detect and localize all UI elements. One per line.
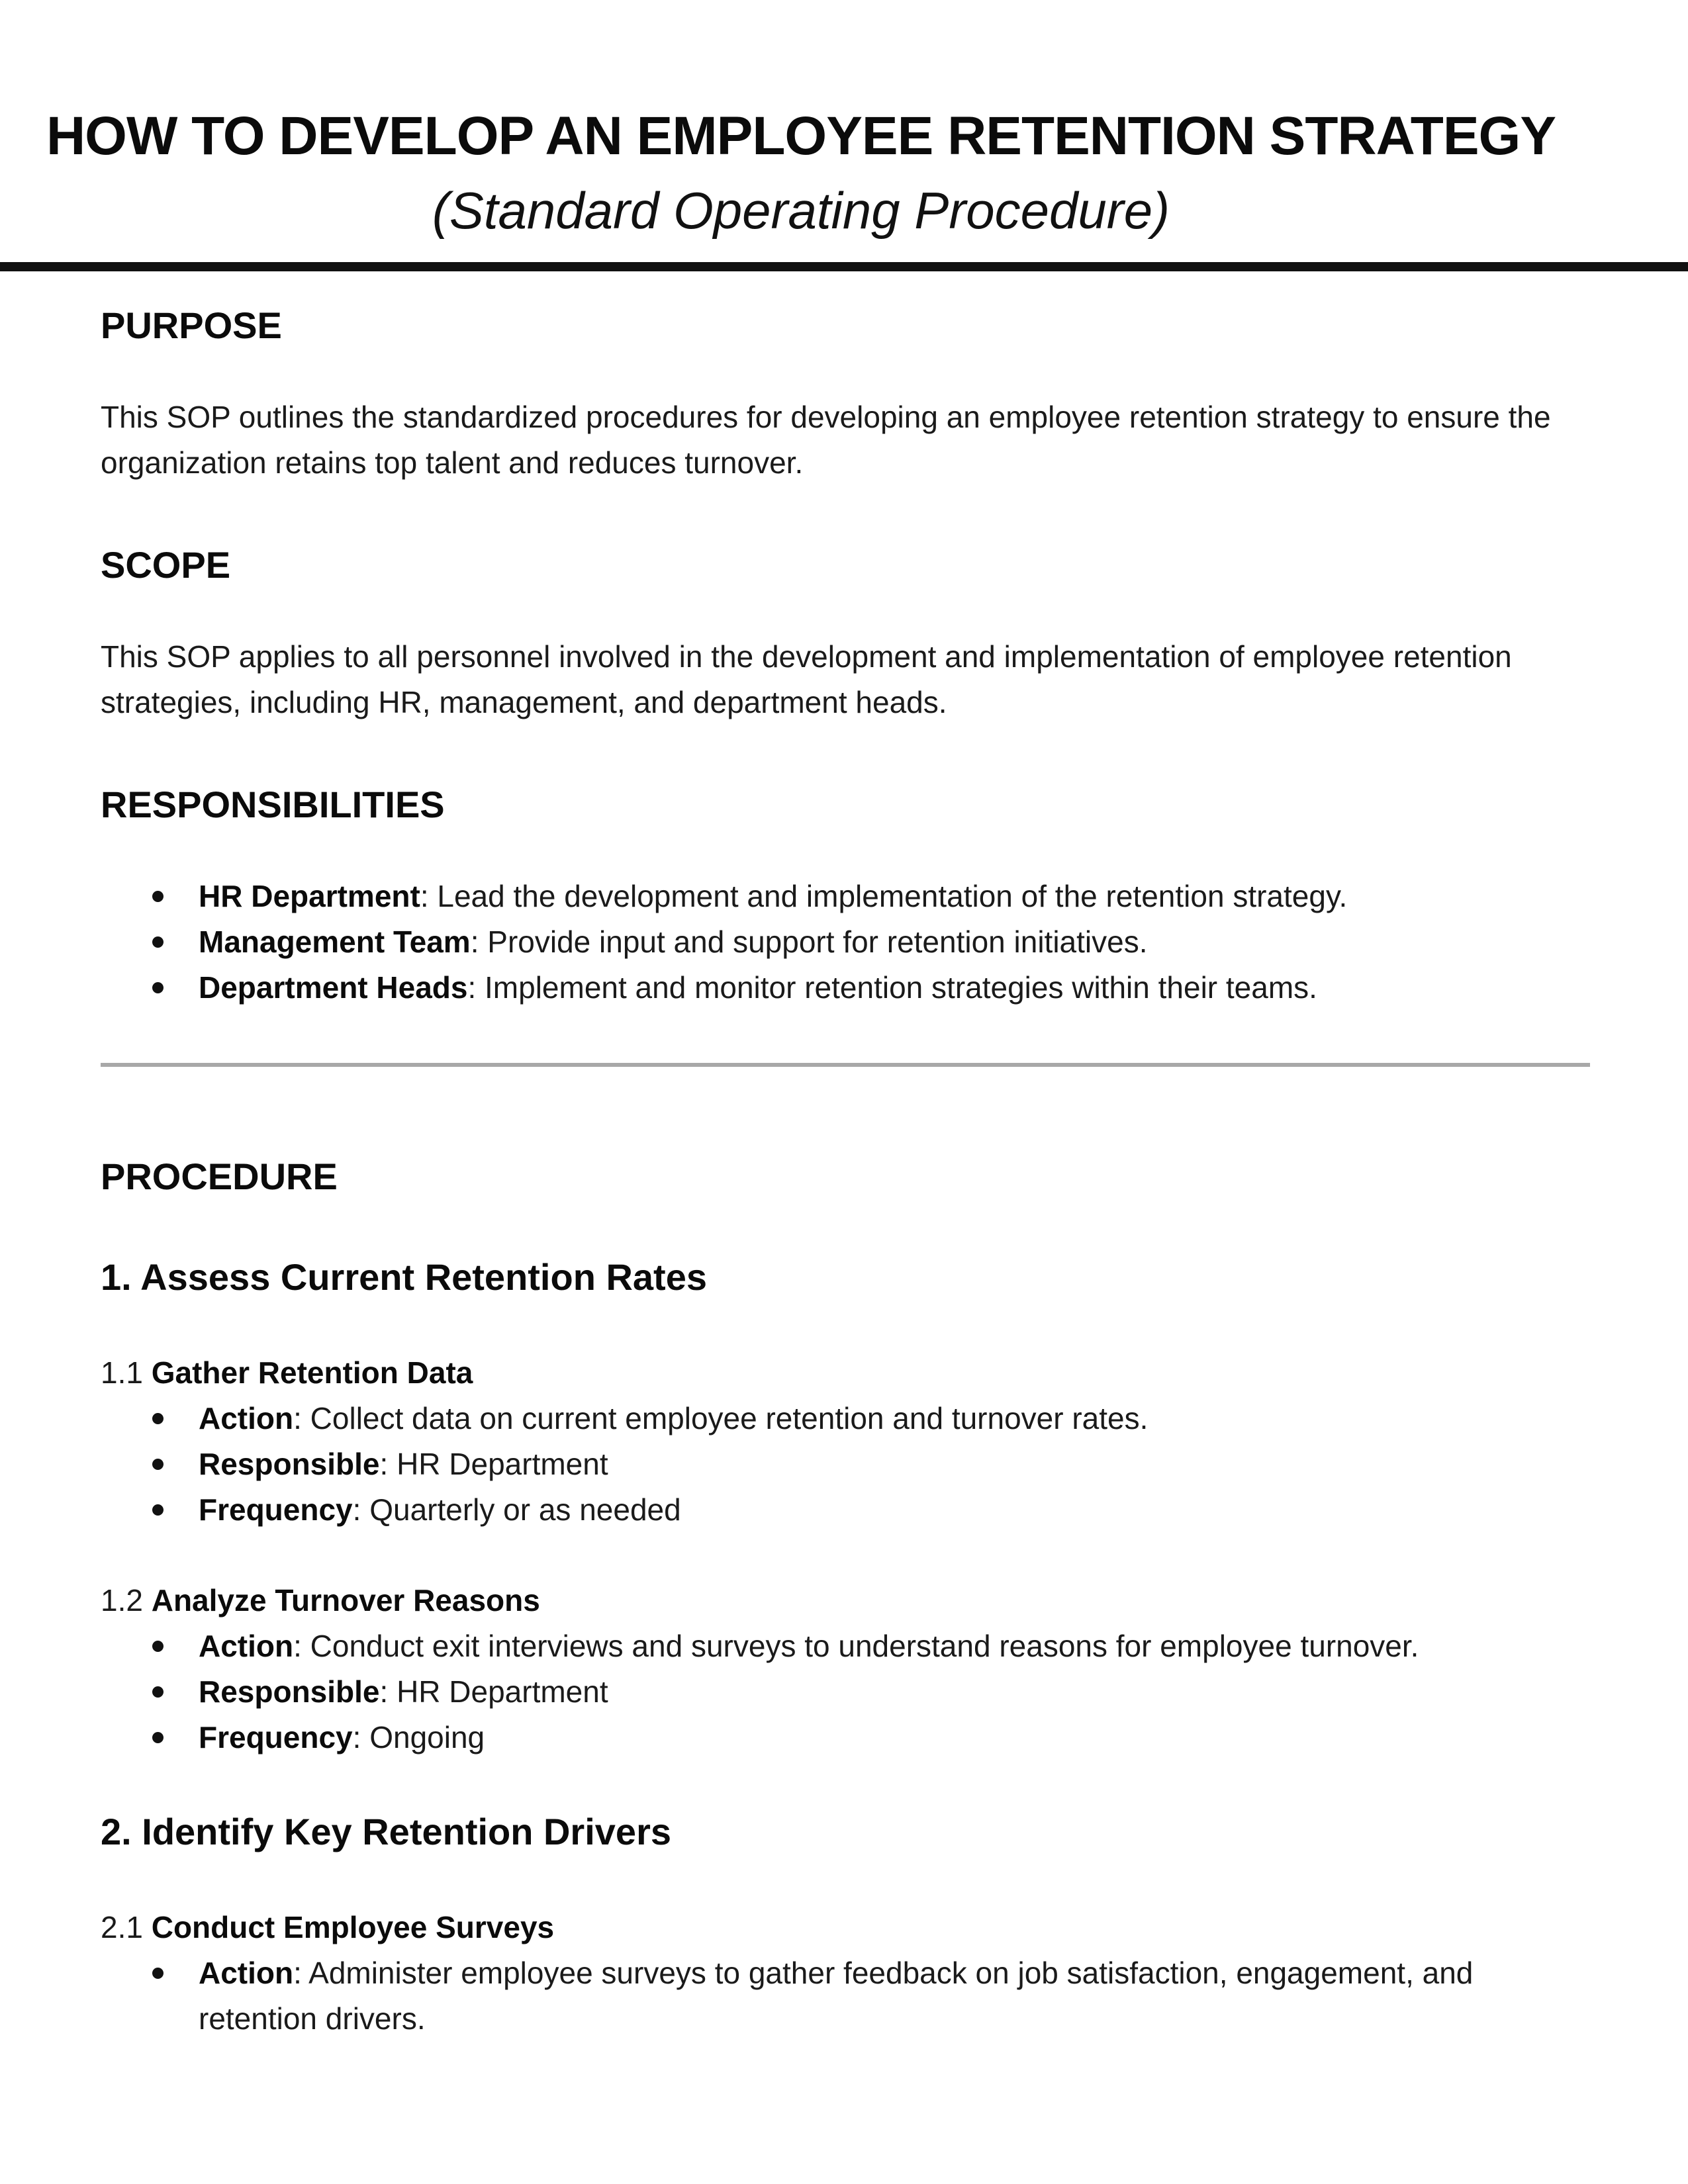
substep-number: 1.1 bbox=[101, 1355, 143, 1390]
item-label: Frequency bbox=[199, 1492, 353, 1527]
substep-title bbox=[101, 1578, 540, 1623]
list-item bbox=[101, 919, 1590, 965]
purpose-text: This SOP outlines the standardized procedures for developing an employee retention strategy to ensure the organization retains top talent and reduces turnover. bbox=[101, 400, 1551, 480]
substep-list bbox=[101, 1396, 1590, 1533]
scope-heading: SCOPE bbox=[101, 544, 231, 586]
section-divider bbox=[101, 1063, 1590, 1067]
substep-name: Gather Retention Data bbox=[151, 1355, 473, 1390]
item-text: : Collect data on current employee retention and turnover rates. bbox=[293, 1401, 1149, 1435]
list-item bbox=[101, 874, 1590, 919]
scope-text: This SOP applies to all personnel involved in the development and implementation of employee retention strategies, including HR, management, and department heads. bbox=[101, 639, 1512, 719]
item-text: : Ongoing bbox=[352, 1720, 485, 1754]
item-text: : Quarterly or as needed bbox=[352, 1492, 681, 1527]
list-item bbox=[101, 1950, 1590, 2042]
step-title: 2. Identify Key Retention Drivers bbox=[101, 1811, 672, 1852]
substep-name: Conduct Employee Surveys bbox=[151, 1910, 555, 1944]
item-text: : Administer employee surveys to gather feedback on job satisfaction, engagement, and retention drivers. bbox=[199, 1956, 1474, 2036]
item-text: : Lead the development and implementation of the retention strategy. bbox=[420, 879, 1348, 913]
item-label: Action bbox=[199, 1956, 294, 1990]
item-text: : HR Department bbox=[379, 1447, 608, 1481]
document-subtitle: (Standard Operating Procedure) bbox=[432, 181, 1170, 240]
document-header bbox=[0, 0, 1688, 271]
purpose-heading: PURPOSE bbox=[101, 304, 282, 346]
bullet-icon bbox=[152, 1968, 164, 1979]
substep-list bbox=[101, 1950, 1590, 2042]
bullet-icon bbox=[152, 1732, 164, 1743]
bullet-icon bbox=[152, 1459, 164, 1470]
item-label: Action bbox=[199, 1629, 294, 1663]
substep-title bbox=[101, 1905, 554, 1950]
bullet-icon bbox=[152, 982, 164, 993]
substep-number: 2.1 bbox=[101, 1910, 143, 1944]
bullet-icon bbox=[152, 891, 164, 902]
substep-name: Analyze Turnover Reasons bbox=[151, 1583, 540, 1617]
bullet-icon bbox=[152, 1641, 164, 1652]
substep-number: 1.2 bbox=[101, 1583, 143, 1617]
list-item bbox=[101, 965, 1590, 1011]
step-title: 1. Assess Current Retention Rates bbox=[101, 1256, 707, 1298]
procedure-heading: PROCEDURE bbox=[101, 1156, 338, 1197]
item-label: Responsible bbox=[199, 1447, 380, 1481]
list-item bbox=[101, 1623, 1590, 1669]
substep-list bbox=[101, 1623, 1590, 1760]
bullet-icon bbox=[152, 1504, 164, 1516]
item-label: Action bbox=[199, 1401, 294, 1435]
document-title: HOW TO DEVELOP AN EMPLOYEE RETENTION STRATEGY bbox=[46, 106, 1556, 166]
substep-title bbox=[101, 1350, 473, 1396]
bullet-icon bbox=[152, 936, 164, 948]
bullet-icon bbox=[152, 1686, 164, 1698]
item-text: : Conduct exit interviews and surveys to understand reasons for employee turnover. bbox=[293, 1629, 1419, 1663]
list-item bbox=[101, 1487, 1590, 1533]
item-label: Management Team bbox=[199, 925, 471, 959]
responsibilities-heading: RESPONSIBILITIES bbox=[101, 784, 445, 825]
bullet-icon bbox=[152, 1413, 164, 1424]
item-label: Responsible bbox=[199, 1674, 380, 1709]
item-label: Frequency bbox=[199, 1720, 353, 1754]
item-label: HR Department bbox=[199, 879, 420, 913]
list-item bbox=[101, 1396, 1590, 1441]
list-item bbox=[101, 1715, 1590, 1760]
item-text: : Implement and monitor retention strategies within their teams. bbox=[467, 970, 1317, 1005]
responsibilities-list bbox=[101, 874, 1590, 1011]
list-item bbox=[101, 1441, 1590, 1487]
item-label: Department Heads bbox=[199, 970, 468, 1005]
item-text: : HR Department bbox=[379, 1674, 608, 1709]
item-text: : Provide input and support for retention initiatives. bbox=[470, 925, 1148, 959]
list-item bbox=[101, 1669, 1590, 1715]
